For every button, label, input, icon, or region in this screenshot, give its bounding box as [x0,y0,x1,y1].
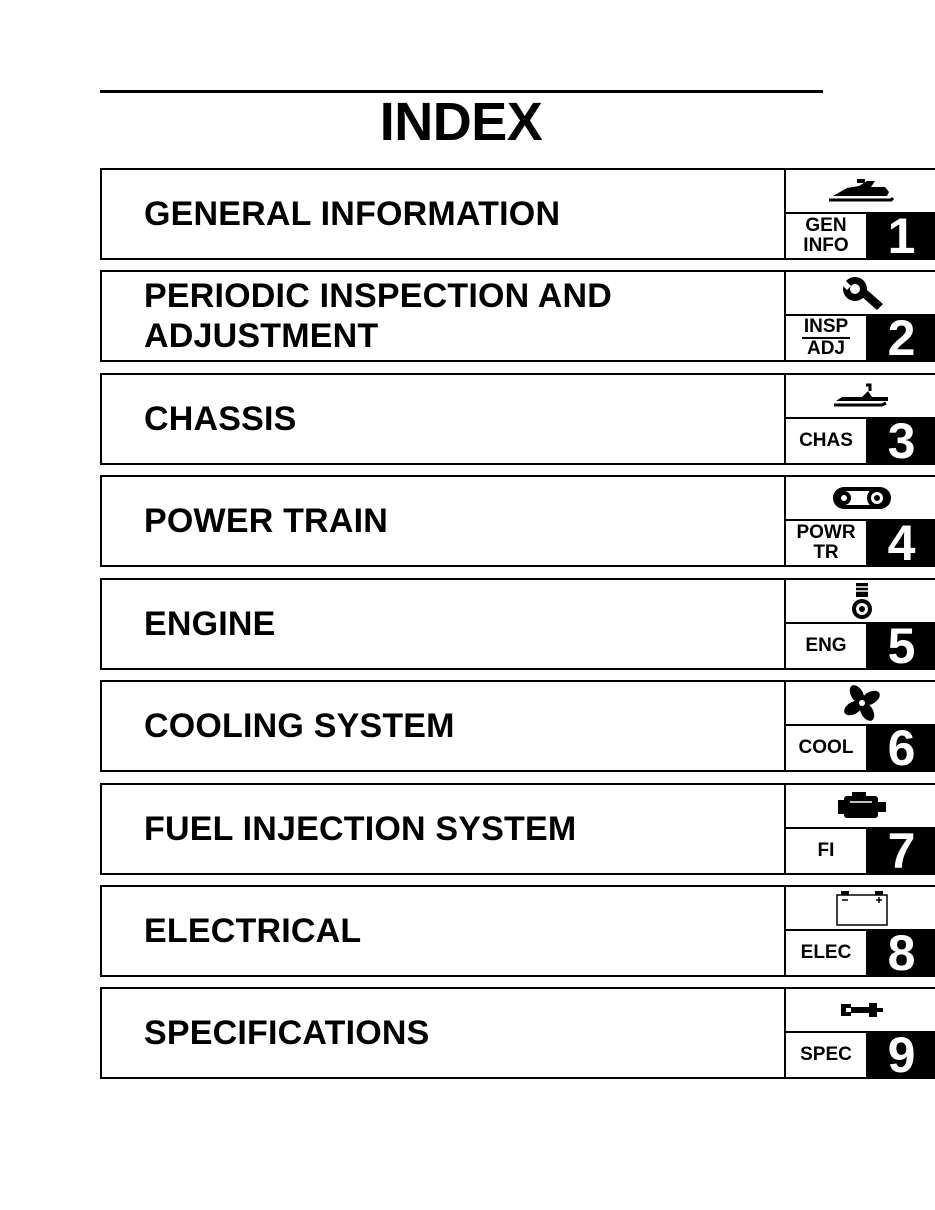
entry-title: ELECTRICAL [144,912,362,950]
index-entry-chassis[interactable] [100,373,935,469]
index-entry-electrical[interactable] [100,885,935,981]
section-tab[interactable] [784,272,935,366]
section-tab[interactable] [784,580,935,674]
section-abbreviation: POWR TR [796,522,856,563]
section-abbreviation: GEN INFO [803,215,849,256]
entry-title: ENGINE [144,605,276,643]
entry-title: FUEL INJECTION SYSTEM [144,810,577,848]
section-abbreviation: COOL [798,737,854,758]
entry-title: CHASSIS [144,400,297,438]
section-number: 5 [866,624,935,668]
section-abbreviation: SPEC [800,1044,852,1065]
section-number: 8 [866,931,935,975]
section-abbreviation: ENG [805,635,847,656]
entry-title: SPECIFICATIONS [144,1014,430,1052]
section-number: 1 [866,214,935,258]
page-title: INDEX [379,92,543,152]
entry-title: COOLING SYSTEM [144,707,455,745]
section-number: 7 [866,829,935,873]
section-tab[interactable] [784,989,935,1083]
section-number: 2 [866,316,935,360]
section-number: 9 [866,1033,935,1077]
section-abbreviation: ELEC [800,942,852,963]
section-tab[interactable] [784,682,935,776]
section-abbreviation: CHAS [799,430,853,451]
index-entry-cooling-system[interactable] [100,680,935,776]
index-entry-engine[interactable] [100,578,935,674]
index-entry-fuel-injection-system[interactable] [100,783,935,879]
index-entry-periodic-inspection[interactable] [100,270,935,366]
section-abbreviation: INSP ADJ [803,316,849,359]
entry-title: PERIODIC INSPECTION AND ADJUSTMENT [144,277,613,355]
section-tab[interactable] [784,375,935,469]
section-tab[interactable] [784,785,935,879]
index-entry-power-train[interactable] [100,475,935,571]
section-number: 6 [866,726,935,770]
section-tab[interactable] [784,170,935,264]
section-tab[interactable] [784,477,935,571]
index-entry-general-information[interactable] [100,168,935,264]
section-number: 3 [866,419,935,463]
section-number: 4 [866,521,935,565]
entry-title: GENERAL INFORMATION [144,195,561,233]
entry-title: POWER TRAIN [144,502,388,540]
section-abbreviation: FI [817,840,835,861]
index-entry-specifications[interactable] [100,987,935,1083]
section-tab[interactable] [784,887,935,981]
